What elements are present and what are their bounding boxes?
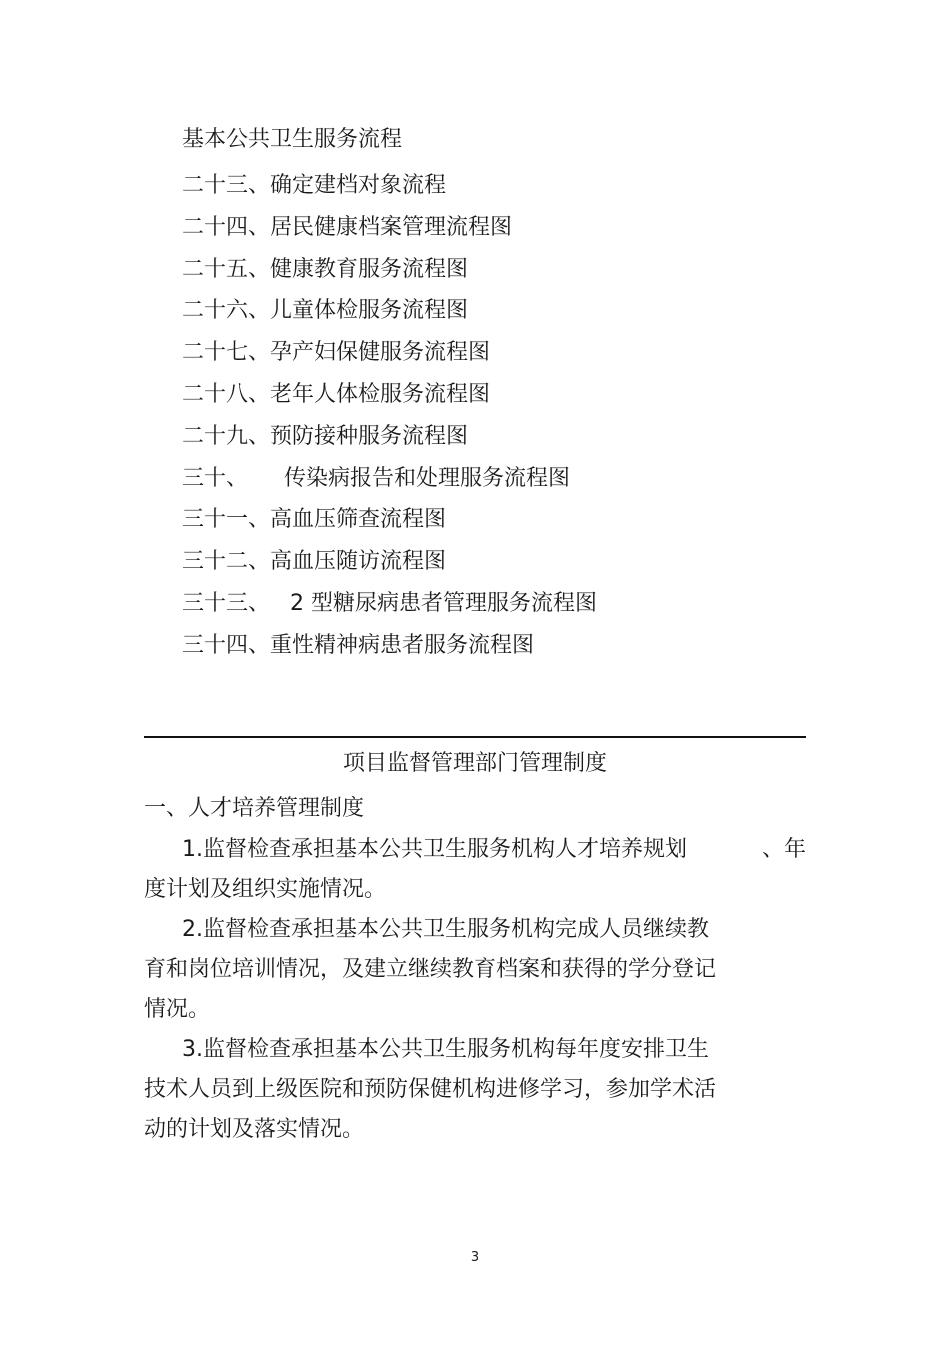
toc-item: 三十一、高血压筛查流程图 [182,507,447,533]
paragraph-line: 动的计划及落实情况。 [144,1117,365,1142]
toc-item: 三十二、高血压随访流程图 [182,549,447,575]
toc-item: 二十七、孕产妇保健服务流程图 [182,340,491,366]
toc-title: 基本公共卫生服务流程 [182,127,403,152]
toc-item: 三十、 传染病报告和处理服务流程图 [182,465,571,491]
section-title: 项目监督管理部门管理制度 [342,751,607,776]
toc-list [182,122,597,667]
toc-item: 二十三、确定建档对象流程 [182,173,447,198]
paragraph-2 [144,910,806,1030]
paragraph-3 [144,1030,806,1150]
paragraph-line: 度计划及组织实施情况。 [144,877,387,902]
page-number: 3 [470,1250,480,1265]
toc-item: 二十五、健康教育服务流程图 [182,256,469,282]
toc-item: 二十九、预防接种服务流程图 [182,423,469,449]
section-body [144,790,806,1150]
paragraph-line: 技术人员到上级医院和预防保健机构进修学习，参加学术活 [144,1077,717,1102]
toc-item: 二十六、儿童体检服务流程图 [182,298,469,324]
paragraph-line: 情况。 [144,997,211,1022]
paragraph-line: 3.监督检查承担基本公共卫生服务机构每年度安排卫生 [182,1037,709,1062]
toc-item: 三十三、 2 型糖尿病患者管理服务流程图 [182,590,597,616]
section-heading: 一、人才培养管理制度 [144,796,365,821]
paragraph-line: 1.监督检查承担基本公共卫生服务机构人才培养规划 、年 [182,837,806,862]
toc-item: 三十四、重性精神病患者服务流程图 [182,632,535,658]
toc-item: 二十八、老年人体检服务流程图 [182,381,491,407]
paragraph-line: 2.监督检查承担基本公共卫生服务机构完成人员继续教 [182,917,709,942]
toc-item: 二十四、居民健康档案管理流程图 [182,214,513,240]
horizontal-rule [144,736,806,738]
paragraph-1 [144,830,806,910]
paragraph-line: 育和岗位培训情况，及建立继续教育档案和获得的学分登记 [144,957,717,982]
